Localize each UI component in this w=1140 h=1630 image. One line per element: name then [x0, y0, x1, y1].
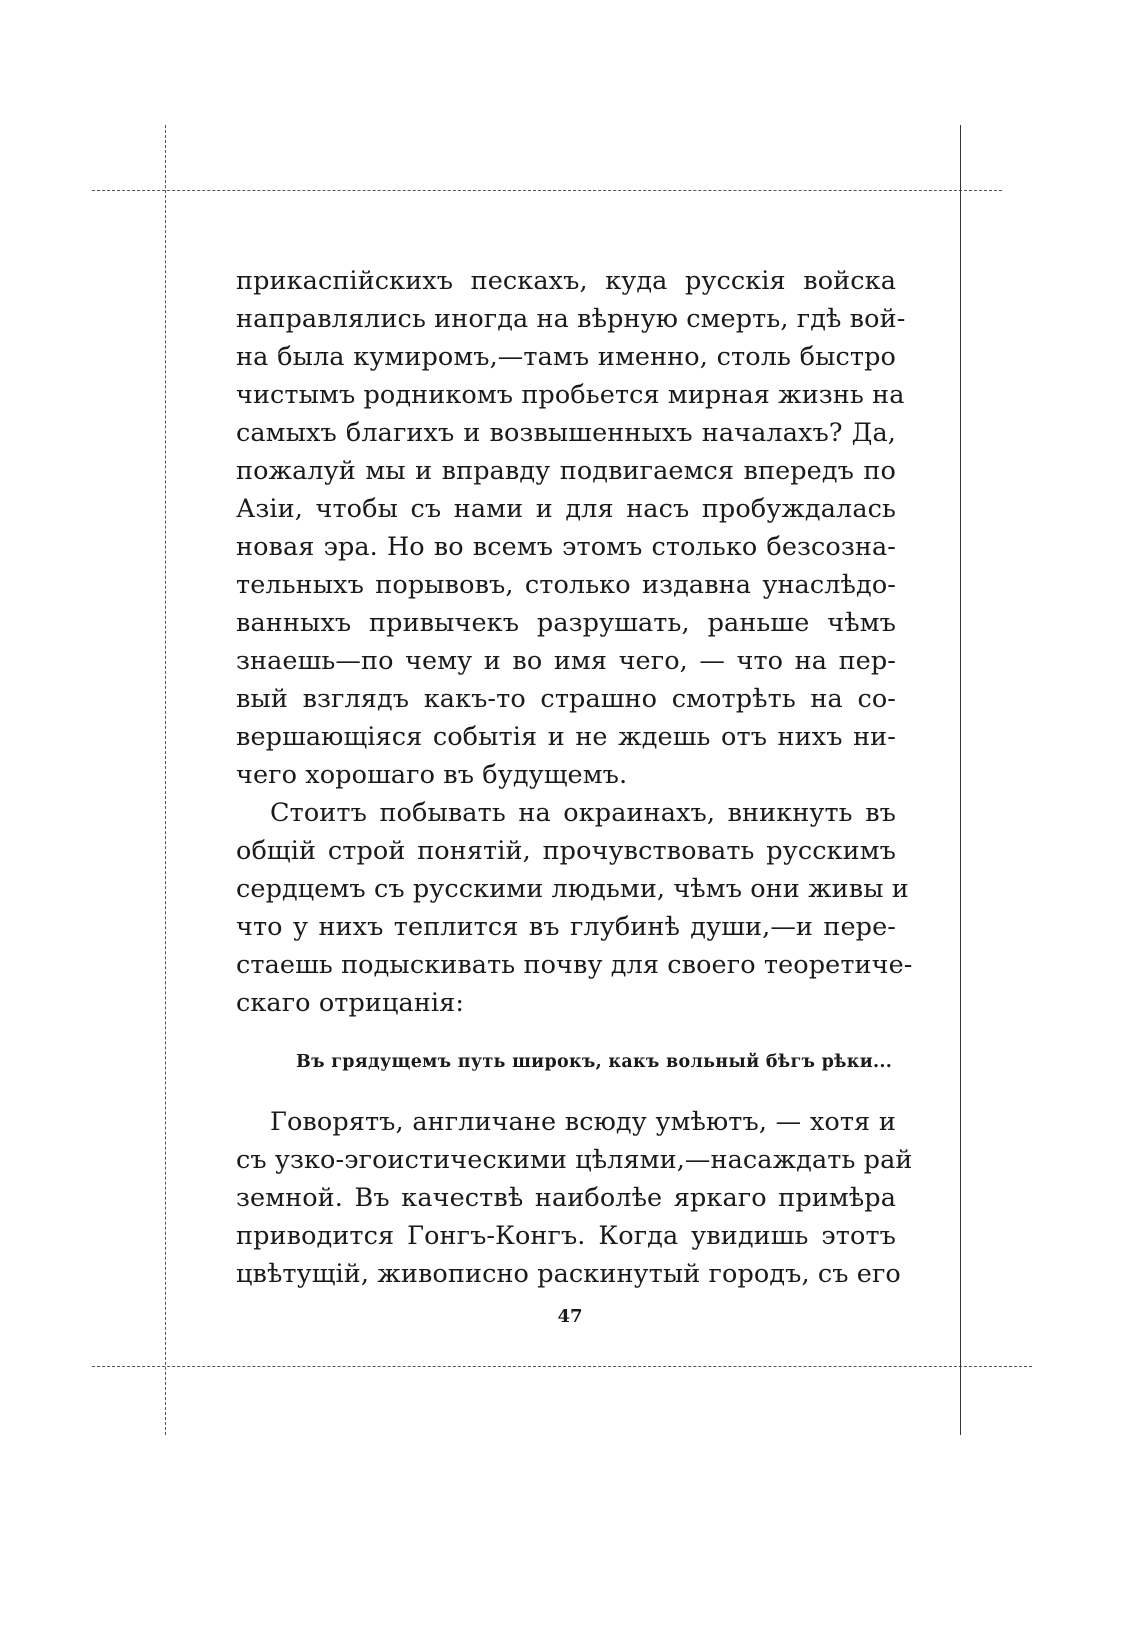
body-text: [236, 262, 913, 1022]
text-line: пожалуй мы и вправду подвигаемся впередъ по: [236, 456, 896, 486]
text-line: Стоитъ побывать на окраинахъ, вникнуть въ: [270, 798, 896, 828]
text-line: стаешь подыскивать почву для своего теоретиче-: [236, 950, 913, 980]
top-crop-rule: [92, 190, 1002, 191]
text-line: Говорятъ, англичане всюду умѣютъ, — хотя и: [270, 1107, 896, 1137]
text-line: на была кумиромъ,—тамъ именно, столь быстро: [236, 342, 896, 372]
text-line: съ узко-эгоистическими цѣлями,—насаждать рай: [236, 1145, 913, 1175]
text-line: что у нихъ теплится въ глубинѣ души,—и пере-: [236, 912, 896, 942]
left-crop-rule: [165, 125, 166, 1435]
text-line: знаешь—по чему и во имя чего, — что на пер-: [236, 646, 896, 676]
epigraph: Въ грядущемъ путь широкъ, какъ вольный бѣгъ рѣки...: [296, 1052, 893, 1072]
body-text-continued: [236, 1103, 913, 1293]
text-line: чистымъ родникомъ пробьется мирная жизнь на: [236, 380, 905, 410]
text-line: ванныхъ привычекъ разрушать, раньше чѣмъ: [236, 608, 896, 638]
text-line: цвѣтущій, живописно раскинутый городъ, съ его: [236, 1259, 901, 1289]
text-line: земной. Въ качествѣ наиболѣе яркаго примѣра: [236, 1183, 896, 1213]
bottom-crop-rule: [92, 1366, 1032, 1367]
text-line: самыхъ благихъ и возвышенныхъ началахъ? Да,: [236, 418, 896, 448]
page-number: 47: [557, 1306, 583, 1327]
text-line: скаго отрицанія:: [236, 988, 465, 1018]
text-line: сердцемъ съ русскими людьми, чѣмъ они живы и: [236, 874, 909, 904]
text-line: вый взглядъ какъ-то страшно смотрѣть на со-: [236, 684, 896, 714]
text-line: приводится Гонгъ-Конгъ. Когда увидишь этотъ: [236, 1221, 896, 1251]
text-line: чего хорошаго въ будущемъ.: [236, 760, 628, 790]
right-crop-rule: [960, 125, 961, 1435]
text-line: вершающіяся событія и не ждешь отъ нихъ ни-: [236, 722, 896, 752]
text-line: общій строй понятій, прочувствовать русскимъ: [236, 836, 896, 866]
text-line: прикаспійскихъ пескахъ, куда русскія войска: [236, 266, 896, 296]
text-line: направлялись иногда на вѣрную смерть, гдѣ вой-: [236, 304, 906, 334]
text-line: новая эра. Но во всемъ этомъ столько безсозна-: [236, 532, 896, 562]
text-line: тельныхъ порывовъ, столько издавна унаслѣдо-: [236, 570, 896, 600]
text-line: Азіи, чтобы съ нами и для насъ пробуждалась: [236, 494, 896, 524]
